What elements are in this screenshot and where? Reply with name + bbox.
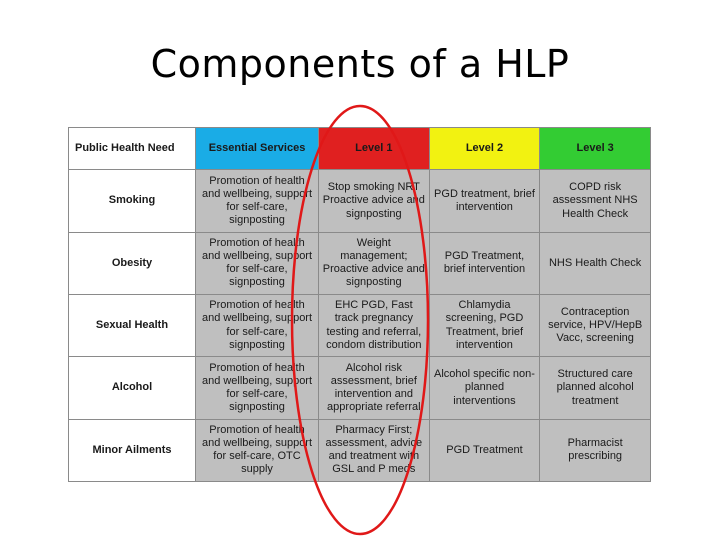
header-essential-services: Essential Services — [196, 128, 319, 170]
level1-cell: Pharmacy First; assessment, advice and treatment with GSL and P meds — [319, 419, 430, 481]
level1-cell: Stop smoking NRT Proactive advice and signposting — [319, 170, 430, 232]
table-row — [69, 294, 651, 356]
header-level-2: Level 2 — [429, 128, 540, 170]
level3-cell: Structured care planned alcohol treatment — [540, 357, 651, 419]
level2-cell: Chlamydia screening, PGD Treatment, brief intervention — [429, 294, 540, 356]
table-header-row — [69, 128, 651, 170]
level2-cell: Alcohol specific non-planned interventions — [429, 357, 540, 419]
need-cell: Alcohol — [69, 357, 196, 419]
table-row — [69, 170, 651, 232]
slide-title: Components of a HLP — [150, 42, 570, 86]
level3-cell: Pharmacist prescribing — [540, 419, 651, 481]
header-public-health-need: Public Health Need — [69, 128, 196, 170]
hlp-components-table — [68, 127, 651, 482]
header-level-3: Level 3 — [540, 128, 651, 170]
need-cell: Minor Ailments — [69, 419, 196, 481]
level3-cell: COPD risk assessment NHS Health Check — [540, 170, 651, 232]
level1-cell: EHC PGD, Fast track pregnancy testing and referral, condom distribution — [319, 294, 430, 356]
essential-cell: Promotion of health and wellbeing, support for self-care, signposting — [196, 170, 319, 232]
level1-cell: Alcohol risk assessment, brief intervention and appropriate referral — [319, 357, 430, 419]
level2-cell: PGD treatment, brief intervention — [429, 170, 540, 232]
essential-cell: Promotion of health and wellbeing, support for self-care, signposting — [196, 232, 319, 294]
table-row — [69, 419, 651, 481]
level2-cell: PGD Treatment, brief intervention — [429, 232, 540, 294]
need-cell: Obesity — [69, 232, 196, 294]
level2-cell: PGD Treatment — [429, 419, 540, 481]
essential-cell: Promotion of health and wellbeing, support for self-care, signposting — [196, 294, 319, 356]
need-cell: Smoking — [69, 170, 196, 232]
level3-cell: Contraception service, HPV/HepB Vacc, screening — [540, 294, 651, 356]
table-row — [69, 357, 651, 419]
table-row — [69, 232, 651, 294]
header-level-1: Level 1 — [319, 128, 430, 170]
essential-cell: Promotion of health and wellbeing, support for self-care, signposting — [196, 357, 319, 419]
need-cell: Sexual Health — [69, 294, 196, 356]
level1-cell: Weight management; Proactive advice and signposting — [319, 232, 430, 294]
essential-cell: Promotion of health and wellbeing, support for self-care, OTC supply — [196, 419, 319, 481]
level3-cell: NHS Health Check — [540, 232, 651, 294]
